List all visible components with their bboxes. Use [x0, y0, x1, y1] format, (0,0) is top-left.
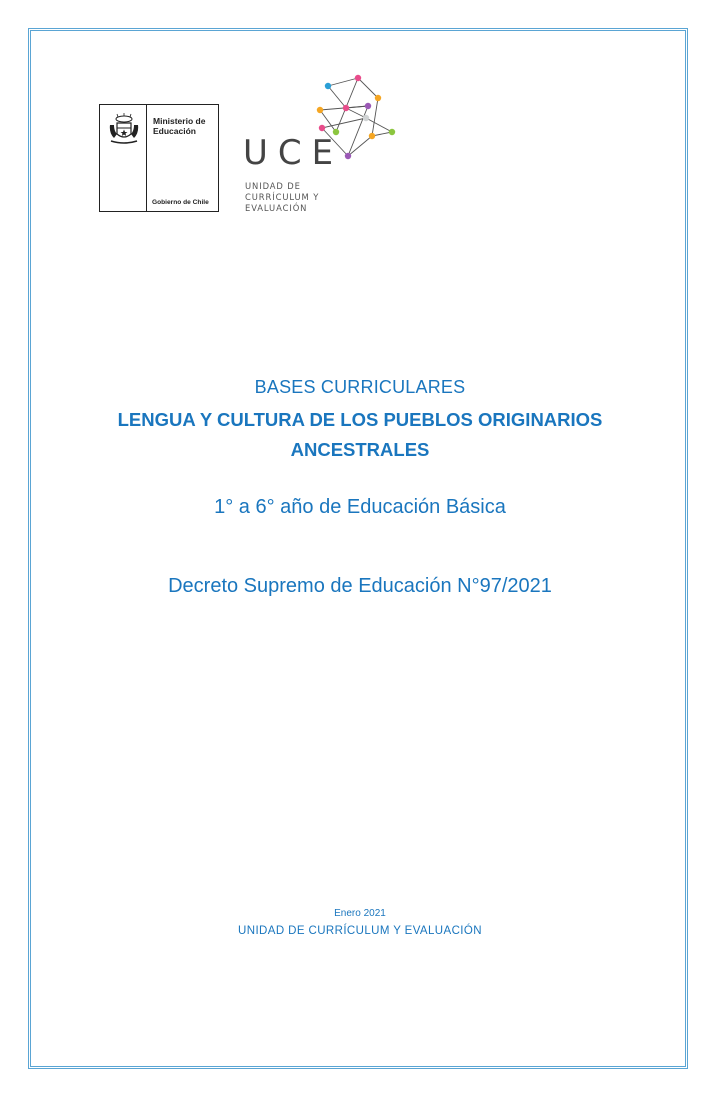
- main-title-line1: LENGUA Y CULTURA DE LOS PUEBLOS ORIGINARIOS: [117, 409, 603, 430]
- ministry-name-line2: Educación: [153, 126, 196, 136]
- decree-reference: Decreto Supremo de Educación N°97/2021: [168, 575, 552, 597]
- ministry-name: [153, 116, 217, 136]
- uce-subtitle: [245, 181, 319, 214]
- uce-acronym: UCE: [243, 133, 344, 173]
- uce-sub-line1: UNIDAD DE: [245, 181, 301, 191]
- ministry-logo: [99, 104, 219, 212]
- document-series-title: BASES CURRICULARES: [254, 377, 466, 397]
- uce-sub-line2: CURRÍCULUM Y: [245, 192, 320, 202]
- grade-range: 1° a 6° año de Educación Básica: [214, 496, 506, 518]
- chile-coat-of-arms-icon: [108, 113, 140, 147]
- government-label: Gobierno de Chile: [152, 199, 209, 206]
- ministry-name-line1: Ministerio de: [153, 116, 206, 126]
- footer-unit-name: UNIDAD DE CURRÍCULUM Y EVALUACIÓN: [238, 925, 482, 937]
- document-main-title: [30, 405, 690, 465]
- uce-sub-line3: EVALUACIÓN: [245, 203, 308, 213]
- publication-date: Enero 2021: [334, 908, 386, 919]
- main-title-line2: ANCESTRALES: [290, 439, 430, 460]
- logo-divider: [146, 105, 147, 211]
